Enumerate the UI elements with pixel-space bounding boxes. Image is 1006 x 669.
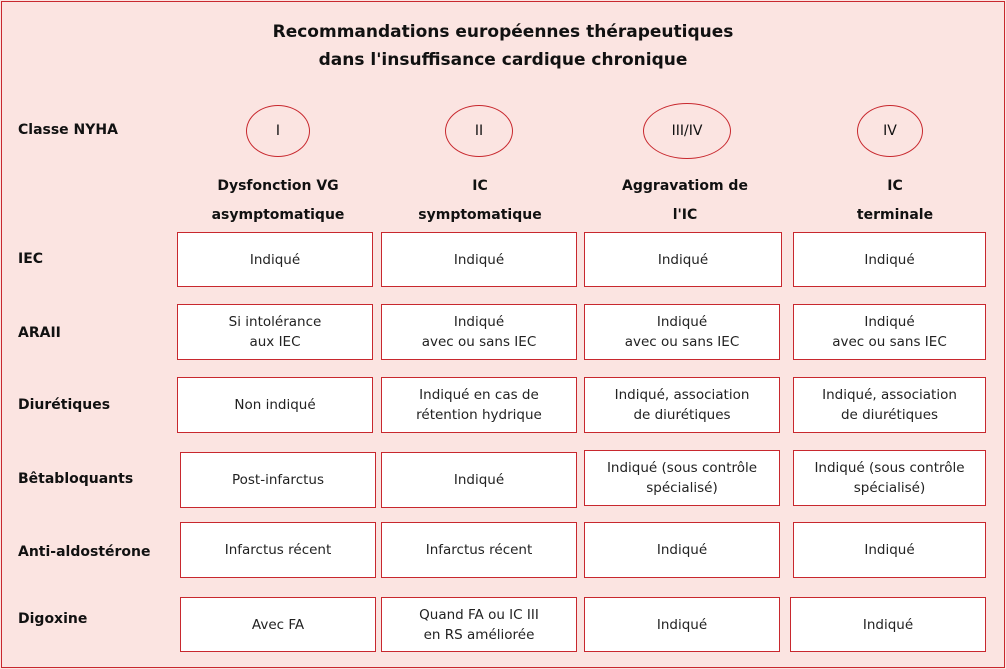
nyha-class-3-4: III/IV (643, 103, 731, 159)
cell-digoxine-2: Quand FA ou IC III en RS améliorée (381, 597, 577, 652)
row-label-iec: IEC (18, 251, 44, 267)
row-label-digoxine: Digoxine (18, 611, 88, 627)
cell-diuretiques-1: Non indiqué (177, 377, 373, 433)
column-header-1: Dysfonction VG asymptomatique (211, 178, 345, 223)
title-line-2: dans l'insuffisance cardique chronique (318, 50, 688, 70)
cell-diuretiques-3: Indiqué, association de diurétiques (584, 377, 780, 433)
cell-anti-aldosterone-4: Indiqué (793, 522, 986, 578)
cell-araii-1: Si intolérance aux IEC (177, 304, 373, 360)
cell-digoxine-4: Indiqué (790, 597, 986, 652)
column-header-4: IC terminale (856, 178, 934, 223)
column-header-3: Aggravatiom de l'IC (622, 178, 748, 223)
nyha-class-4: IV (857, 105, 923, 157)
cell-anti-aldosterone-2: Infarctus récent (381, 522, 577, 578)
title-line-1: Recommandations européennes thérapeutiques (272, 22, 734, 42)
cell-araii-2: Indiqué avec ou sans IEC (381, 304, 577, 360)
cell-digoxine-3: Indiqué (584, 597, 780, 652)
nyha-class-1: I (246, 105, 310, 157)
nyha-class-2: II (445, 105, 513, 157)
cell-iec-2: Indiqué (381, 232, 577, 287)
cell-araii-3: Indiqué avec ou sans IEC (584, 304, 780, 360)
row-label-diuretiques: Diurétiques (18, 397, 111, 413)
cell-betabloquants-4: Indiqué (sous contrôle spécialisé) (793, 450, 986, 506)
nyha-label: Classe NYHA (18, 122, 118, 138)
cell-iec-1: Indiqué (177, 232, 373, 287)
cell-iec-4: Indiqué (793, 232, 986, 287)
cell-betabloquants-1: Post-infarctus (180, 452, 376, 508)
column-header-2: IC symptomatique (418, 178, 542, 223)
row-label-betabloquants: Bêtabloquants (18, 471, 134, 487)
cell-betabloquants-3: Indiqué (sous contrôle spécialisé) (584, 450, 780, 506)
cell-diuretiques-2: Indiqué en cas de rétention hydrique (381, 377, 577, 433)
cell-araii-4: Indiqué avec ou sans IEC (793, 304, 986, 360)
cell-anti-aldosterone-3: Indiqué (584, 522, 780, 578)
row-label-anti-aldosterone: Anti-aldostérone (18, 544, 151, 560)
cell-betabloquants-2: Indiqué (381, 452, 577, 508)
row-label-araii: ARAII (18, 325, 61, 341)
cell-iec-3: Indiqué (584, 232, 782, 287)
cell-digoxine-1: Avec FA (180, 597, 376, 652)
cell-anti-aldosterone-1: Infarctus récent (180, 522, 376, 578)
cell-diuretiques-4: Indiqué, association de diurétiques (793, 377, 986, 433)
